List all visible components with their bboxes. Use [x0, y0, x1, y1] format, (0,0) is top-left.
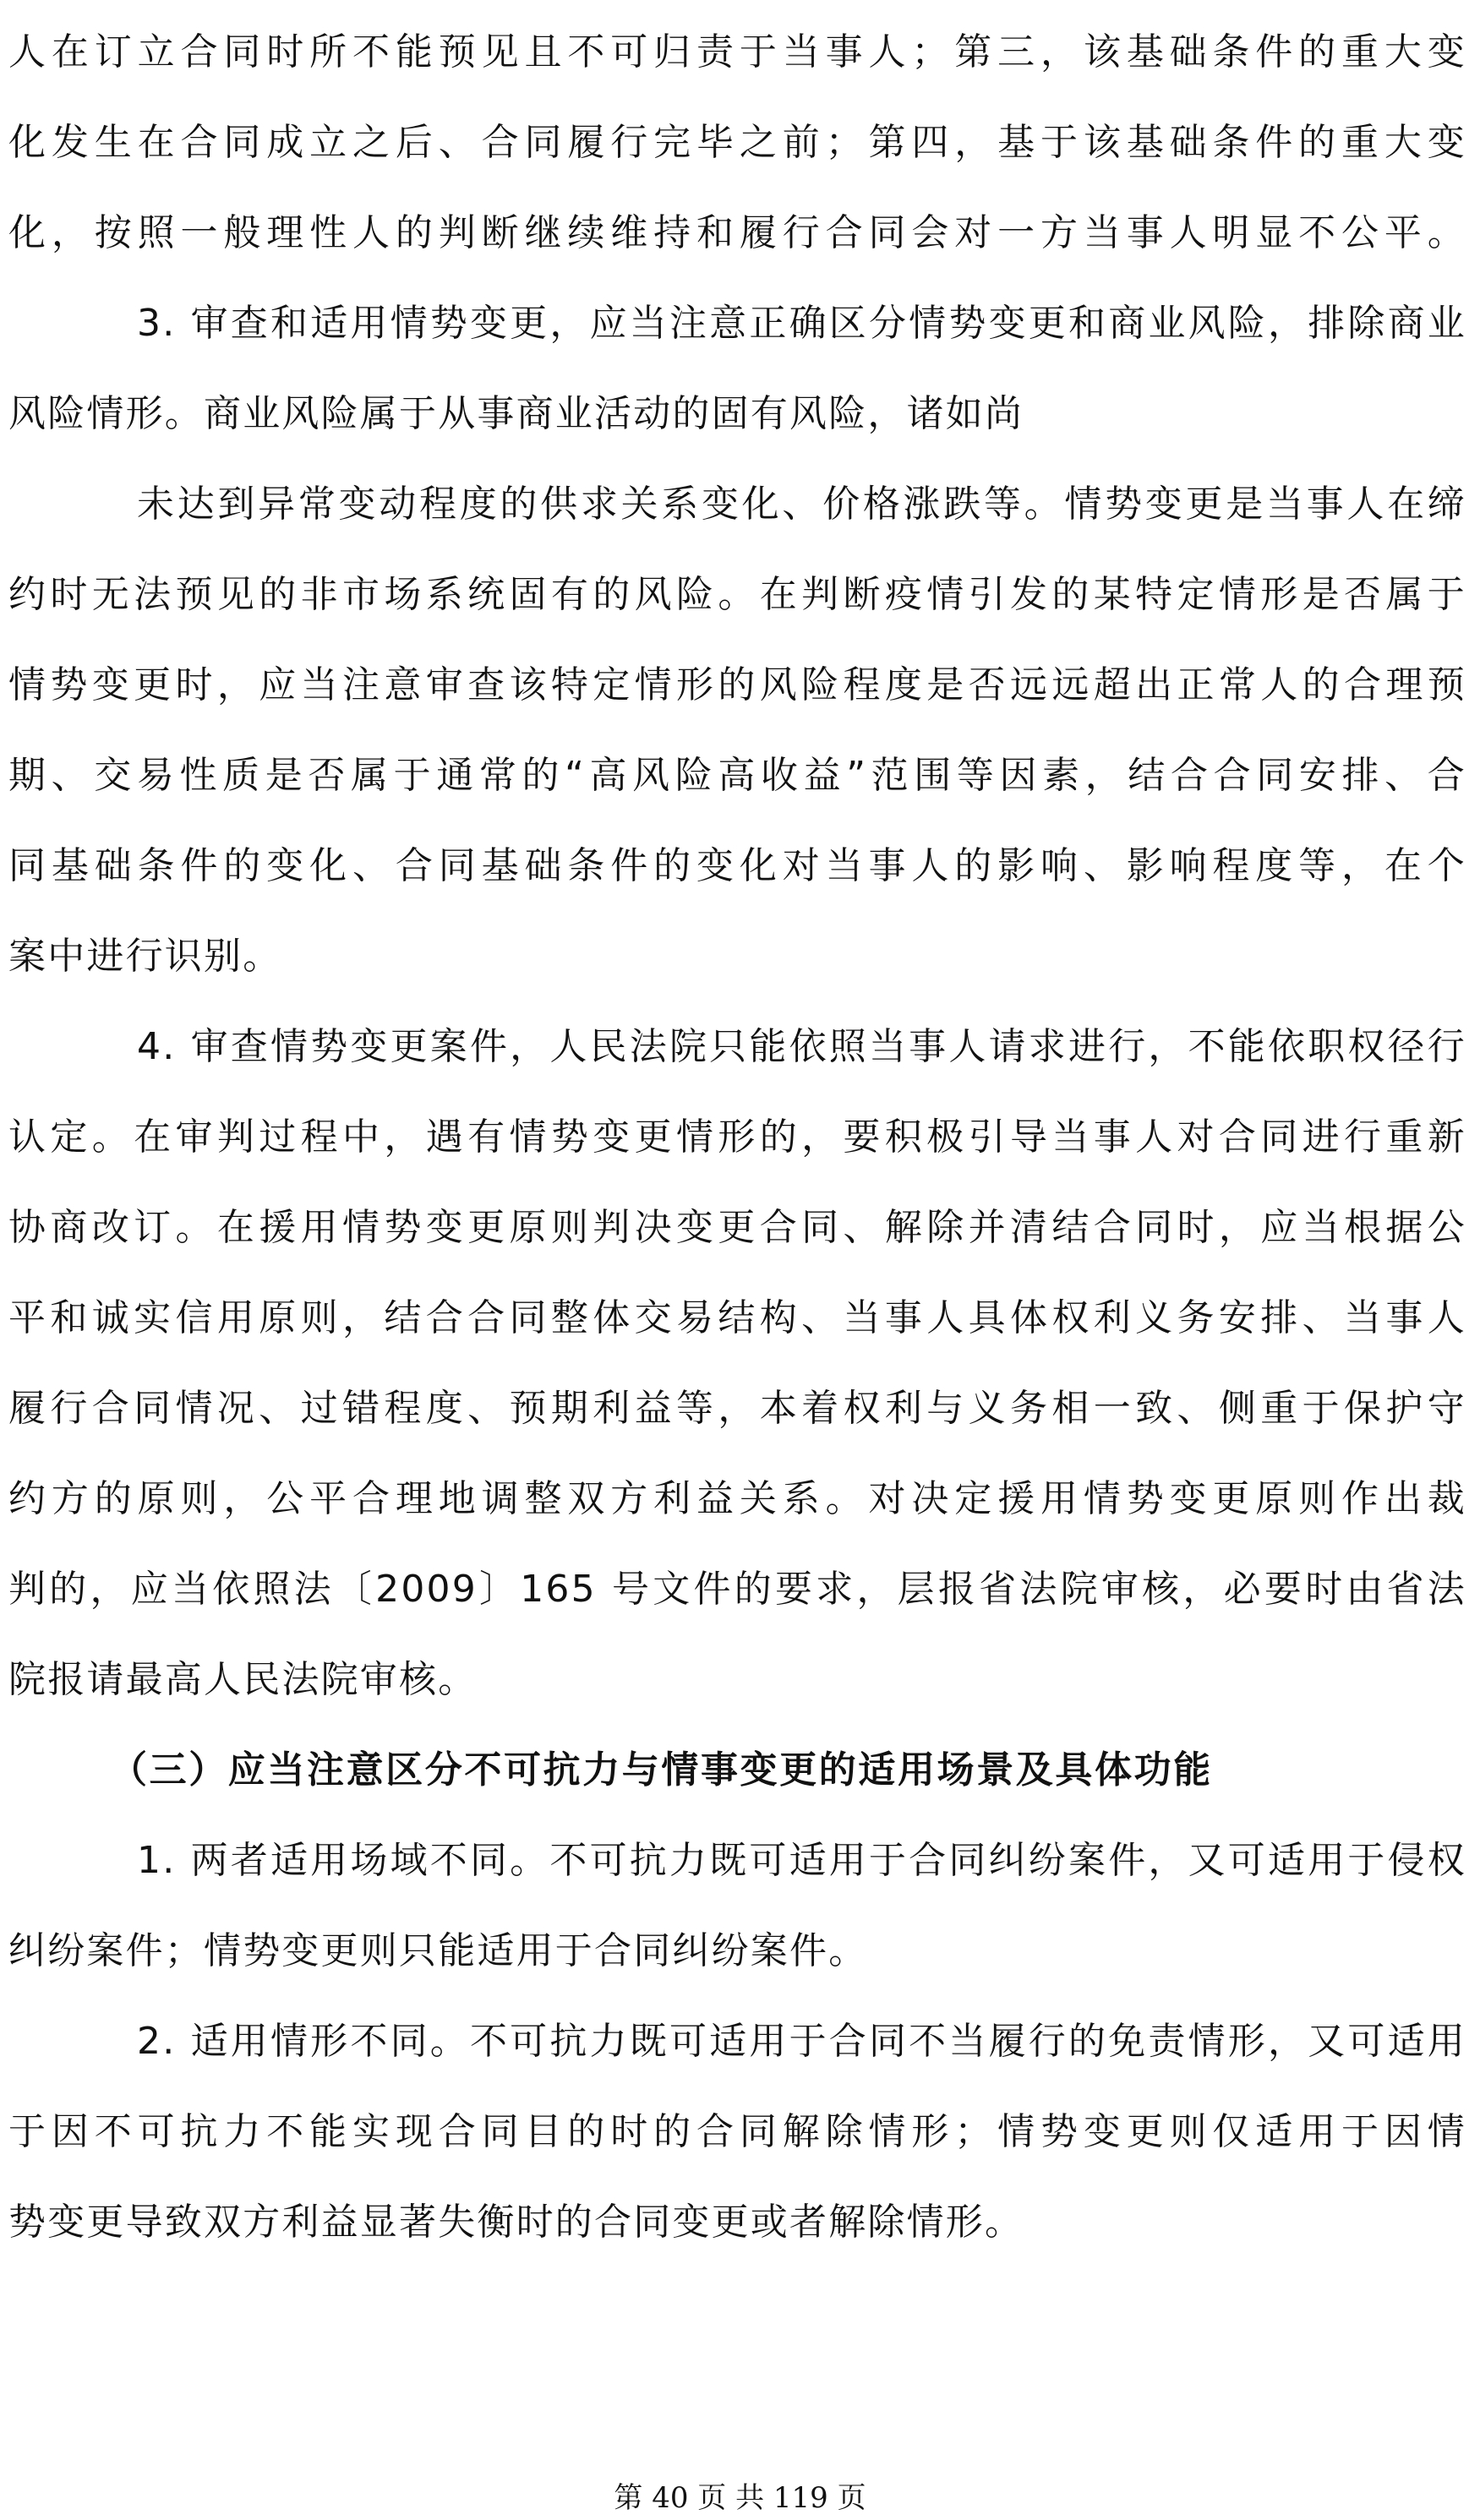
- section-heading: （三）应当注意区分不可抗力与情事变更的适用场景及具体功能: [110, 1748, 1213, 1792]
- text-line-3: 化，按照一般理性人的判断继续维持和履行合同会对一方当事人明显不公平。: [8, 211, 1466, 254]
- text-line-23: 2. 适用情形不同。不可抗力既可适用于合同不当履行的免责情形，又可适用: [137, 2020, 1466, 2063]
- text-line-16: 履行合同情况、过错程度、预期利益等，本着权利与义务相一致、侧重于保护守: [8, 1387, 1466, 1430]
- text-line-17: 约方的原则，公平合理地调整双方利益关系。对决定援用情势变更原则作出裁: [8, 1477, 1466, 1520]
- text-line-19: 院报请最高人民法院审核。: [8, 1658, 478, 1701]
- page-number-footer: 第 40 页 共 119 页: [614, 2481, 866, 2515]
- document-body: [8, 7, 1466, 2267]
- text-line-7: 约时无法预见的非市场系统固有的风险。在判断疫情引发的某特定情形是否属于: [8, 573, 1466, 616]
- text-line-12: 4. 审查情势变更案件，人民法院只能依照当事人请求进行，不能依职权径行: [137, 1025, 1466, 1068]
- text-line-2: 化发生在合同成立之后、合同履行完毕之前；第四，基于该基础条件的重大变: [8, 121, 1466, 164]
- text-line-21: 1. 两者适用场域不同。不可抗力既可适用于合同纠纷案件，又可适用于侵权: [137, 1839, 1466, 1882]
- text-line-15: 平和诚实信用原则，结合合同整体交易结构、当事人具体权利义务安排、当事人: [8, 1296, 1466, 1339]
- text-line-22: 纠纷案件；情势变更则只能适用于合同纠纷案件。: [8, 1929, 868, 1972]
- text-line-9: 期、交易性质是否属于通常的“高风险高收益”范围等因素，结合合同安排、合: [8, 754, 1466, 797]
- text-line-24: 于因不可抗力不能实现合同目的时的合同解除情形；情势变更则仅适用于因情: [8, 2110, 1466, 2153]
- text-line-25: 势变更导致双方利益显著失衡时的合同变更或者解除情形。: [8, 2201, 1024, 2244]
- text-line-13: 认定。在审判过程中，遇有情势变更情形的，要积极引导当事人对合同进行重新: [8, 1115, 1466, 1159]
- text-line-18: 判的，应当依照法〔2009〕165 号文件的要求，层报省法院审核，必要时由省法: [8, 1568, 1466, 1611]
- text-line-10: 同基础条件的变化、合同基础条件的变化对当事人的影响、影响程度等，在个: [8, 844, 1466, 887]
- text-line-6: 未达到异常变动程度的供求关系变化、价格涨跌等。情势变更是当事人在缔: [137, 483, 1466, 526]
- text-line-1: 人在订立合同时所不能预见且不可归责于当事人；第三，该基础条件的重大变: [8, 30, 1466, 74]
- text-line-5: 风险情形。商业风险属于从事商业活动的固有风险，诸如尚: [8, 392, 1024, 435]
- text-line-8: 情势变更时，应当注意审查该特定情形的风险程度是否远远超出正常人的合理预: [8, 663, 1466, 706]
- text-line-11: 案中进行识别。: [8, 935, 282, 978]
- text-line-14: 协商改订。在援用情势变更原则判决变更合同、解除并清结合同时，应当根据公: [8, 1206, 1466, 1249]
- text-line-4: 3. 审查和适用情势变更，应当注意正确区分情势变更和商业风险，排除商业: [137, 302, 1466, 345]
